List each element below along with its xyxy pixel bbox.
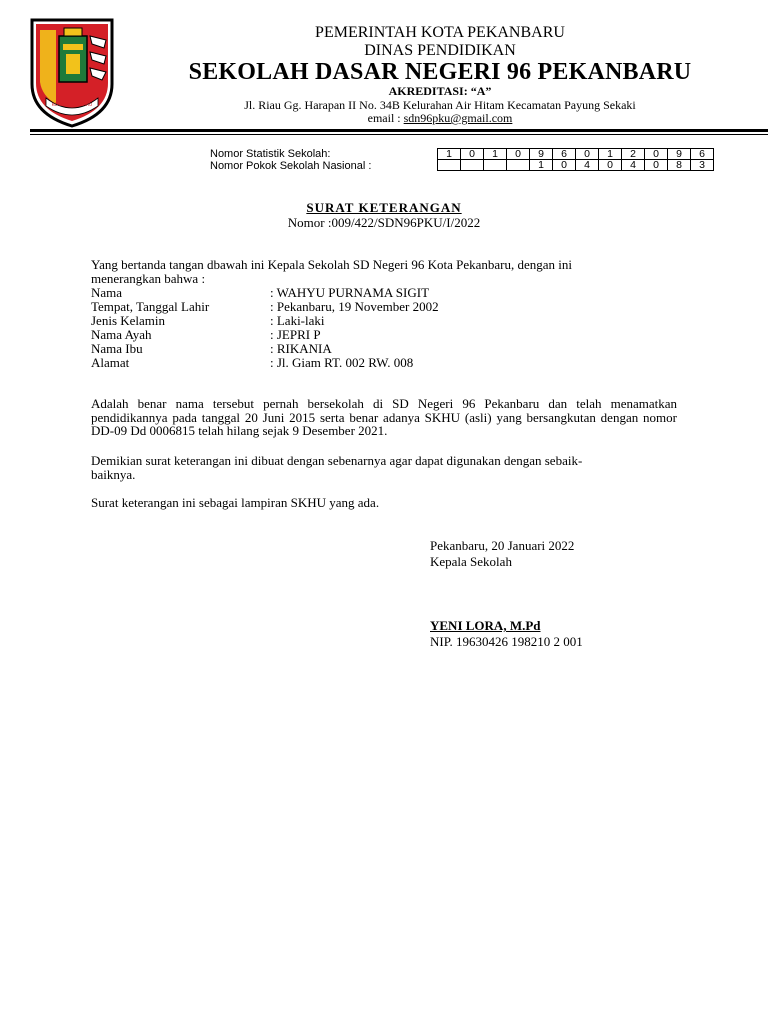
npsn-digit bbox=[438, 160, 461, 171]
header-address: Jl. Riau Gg. Harapan II No. 34B Kelurahan Air Hitam Kecamatan Payung Sekaki bbox=[244, 98, 636, 112]
signature-name: YENI LORA, M.Pd bbox=[430, 618, 541, 633]
npsn-digit bbox=[484, 160, 507, 171]
npsn-digit: 1 bbox=[530, 160, 553, 171]
field-value-address: : Jl. Giam RT. 002 RW. 008 bbox=[270, 355, 414, 370]
nss-digit: 0 bbox=[461, 149, 484, 160]
signature-nip: NIP. 19630426 198210 2 001 bbox=[430, 634, 583, 649]
nss-digit: 0 bbox=[645, 149, 668, 160]
field-value-gender: : Laki-laki bbox=[270, 313, 325, 328]
letter-title: SURAT KETERANGAN bbox=[306, 200, 462, 215]
intro-line-2: menerangkan bahwa : bbox=[91, 271, 206, 286]
nss-row bbox=[438, 149, 714, 160]
npsn-digit: 0 bbox=[645, 160, 668, 171]
nss-digit: 6 bbox=[553, 149, 576, 160]
nss-digit: 9 bbox=[530, 149, 553, 160]
nss-digit: 2 bbox=[622, 149, 645, 160]
nss-digit: 0 bbox=[576, 149, 599, 160]
body-paragraph-1: Adalah benar nama tersebut pernah bersekolah di SD Negeri 96 Pekanbaru dan telah menamatkan pendidikannya pada tanggal 20 Juni 2015 serta benar adanya SKHU (asli) yang bersangkutan dengan nomor DD-09 Dd 0006815 telah hilang sejak 9 Desember 2021. bbox=[91, 396, 677, 438]
email-link[interactable]: sdn96pku@gmail.com bbox=[403, 111, 513, 125]
school-number-grid bbox=[437, 148, 714, 171]
header-accreditation: AKREDITASI: “A” bbox=[388, 84, 492, 98]
school-logo-emblem bbox=[26, 14, 118, 130]
signature-place-date: Pekanbaru, 20 Januari 2022 bbox=[430, 538, 575, 553]
field-label-name: Nama bbox=[91, 285, 123, 300]
header-department: DINAS PENDIDIKAN bbox=[364, 42, 516, 59]
body-paragraph-2-line-2: baiknya. bbox=[91, 467, 136, 482]
field-label-father: Nama Ayah bbox=[91, 327, 152, 342]
npsn-digit: 4 bbox=[576, 160, 599, 171]
letter-number: Nomor :009/422/SDN96PKU/I/2022 bbox=[287, 215, 481, 230]
header-school-name: SEKOLAH DASAR NEGERI 96 PEKANBARU bbox=[188, 59, 692, 85]
field-label-birth: Tempat, Tanggal Lahir bbox=[91, 299, 210, 314]
field-value-father: : JEPRI P bbox=[270, 327, 321, 342]
npsn-digit: 8 bbox=[668, 160, 691, 171]
nss-digit: 1 bbox=[484, 149, 507, 160]
body-paragraph-3: Surat keterangan ini sebagai lampiran SKHU yang ada. bbox=[91, 495, 380, 510]
field-label-address: Alamat bbox=[91, 355, 130, 370]
field-value-mother: : RIKANIA bbox=[270, 341, 332, 356]
header-government: PEMERINTAH KOTA PEKANBARU bbox=[315, 24, 565, 41]
header-email-line bbox=[130, 111, 750, 126]
body-paragraph-2-line-1: Demikian surat keterangan ini dibuat dengan sebenarnya agar dapat digunakan dengan sebaik- bbox=[91, 453, 583, 468]
npsn-digit: 0 bbox=[599, 160, 622, 171]
nss-digit: 0 bbox=[507, 149, 530, 160]
npsn-row bbox=[438, 160, 714, 171]
field-value-name: : WAHYU PURNAMA SIGIT bbox=[270, 285, 430, 300]
header-rule-thick bbox=[30, 129, 768, 132]
npsn-label: Nomor Pokok Sekolah Nasional : bbox=[210, 160, 372, 172]
npsn-digit: 4 bbox=[622, 160, 645, 171]
nss-digit: 6 bbox=[691, 149, 714, 160]
npsn-digit: 0 bbox=[553, 160, 576, 171]
signature-position: Kepala Sekolah bbox=[430, 554, 512, 569]
field-value-birth: : Pekanbaru, 19 November 2002 bbox=[270, 299, 439, 314]
npsn-digit: 3 bbox=[691, 160, 714, 171]
npsn-digit bbox=[461, 160, 484, 171]
nss-digit: 9 bbox=[668, 149, 691, 160]
field-label-mother: Nama Ibu bbox=[91, 341, 143, 356]
nss-digit: 1 bbox=[438, 149, 461, 160]
email-label: email : bbox=[367, 111, 404, 125]
npsn-digit bbox=[507, 160, 530, 171]
header-rule-thin bbox=[30, 134, 768, 135]
logo-ribbon-text: KOTA PEKANBARU bbox=[51, 103, 93, 108]
nss-digit: 1 bbox=[599, 149, 622, 160]
nss-label: Nomor Statistik Sekolah: bbox=[210, 148, 331, 160]
intro-line-1: Yang bertanda tangan dbawah ini Kepala Sekolah SD Negeri 96 Kota Pekanbaru, dengan ini bbox=[91, 257, 572, 272]
field-label-gender: Jenis Kelamin bbox=[91, 313, 166, 328]
